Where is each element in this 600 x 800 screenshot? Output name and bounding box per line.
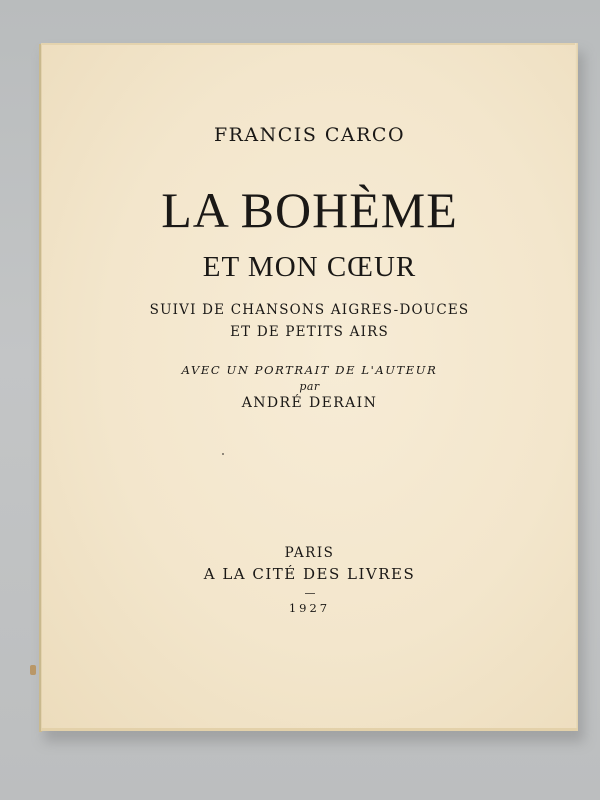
artist-name: ANDRÉ DERAIN	[241, 395, 378, 411]
divider-rule	[305, 593, 315, 594]
publisher-name: A LA CITÉ DES LIVRES	[203, 565, 416, 583]
par-label: par	[299, 380, 320, 393]
supplement-line-2: ET DE PETITS AIRS	[230, 324, 389, 340]
cover-top-edge	[41, 43, 578, 45]
foxing-stain	[30, 665, 36, 675]
book-cover	[41, 43, 578, 731]
cover-bottom-edge	[41, 728, 578, 731]
paper-speck	[222, 453, 224, 455]
supplement-line-1: SUIVI DE CHANSONS AIGRES-DOUCES	[149, 302, 470, 318]
book-subtitle: ET MON CŒUR	[202, 251, 417, 283]
publication-year: 1927	[288, 601, 331, 615]
author-name: FRANCIS CARCO	[213, 124, 406, 146]
publisher-city: PARIS	[284, 545, 335, 561]
portrait-credit: AVEC UN PORTRAIT DE L'AUTEUR	[181, 363, 438, 377]
book-title: LA BOHÈME	[161, 182, 458, 238]
